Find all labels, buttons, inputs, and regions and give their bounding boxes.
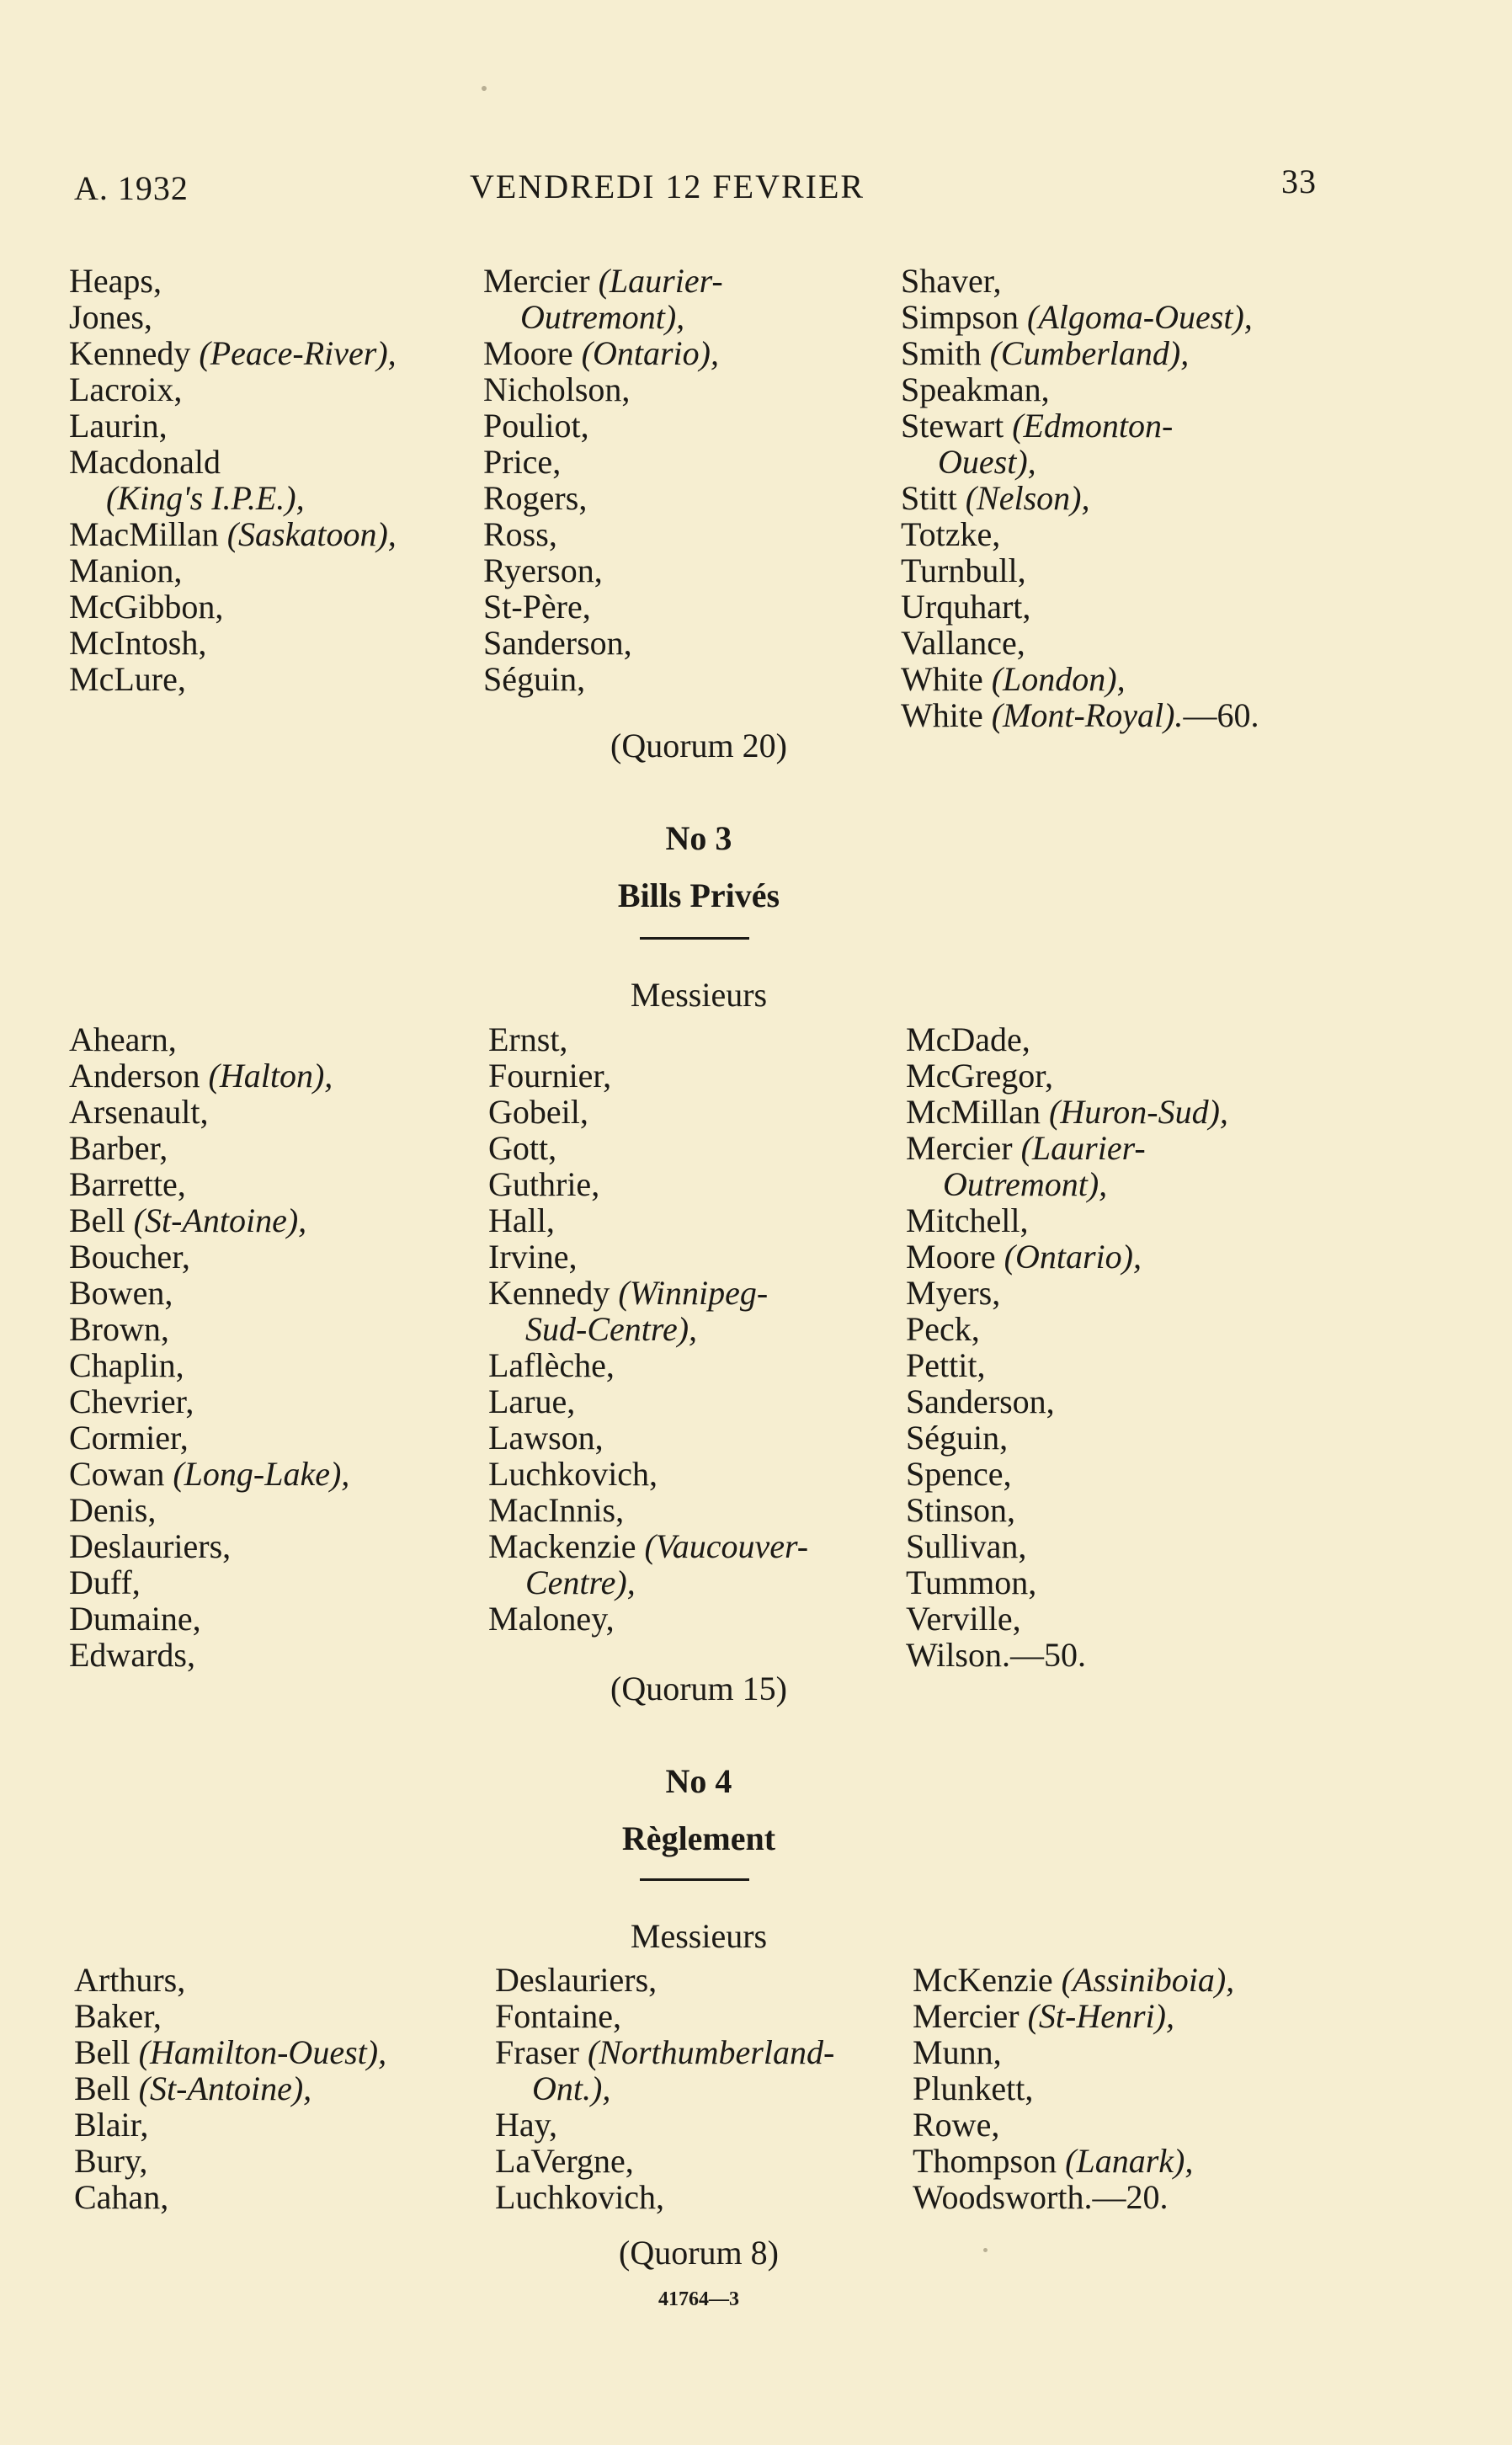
- section1-col2: [483, 263, 723, 697]
- member-name: Blair,: [74, 2106, 149, 2144]
- member-name: Kennedy: [488, 1274, 619, 1312]
- member-entry: [488, 1528, 808, 1564]
- riding-name: (Halton),: [208, 1057, 333, 1095]
- member-entry: [913, 1962, 1234, 1998]
- member-name: Woodsworth.—20.: [913, 2178, 1169, 2216]
- member-name: Chaplin,: [69, 1346, 184, 1384]
- member-name: McLure,: [69, 660, 186, 698]
- member-entry: [74, 1962, 386, 1998]
- member-entry: [74, 2070, 386, 2107]
- member-entry: [913, 2143, 1234, 2179]
- member-entry: [906, 1130, 1228, 1166]
- member-name: McIntosh,: [69, 624, 207, 662]
- member-name: Ont.),: [532, 2069, 611, 2107]
- member-name: Barrette,: [69, 1165, 186, 1203]
- riding-name: (St-Antoine),: [138, 2069, 312, 2107]
- member-entry: [488, 1492, 808, 1528]
- member-name: Baker,: [74, 1997, 162, 2035]
- member-name: Vallance,: [901, 624, 1025, 662]
- member-name: Macdonald: [69, 443, 221, 481]
- paper-speck: [482, 86, 487, 91]
- member-entry: [488, 1275, 808, 1311]
- member-name: Price,: [483, 443, 562, 481]
- riding-name: (Laurier-: [598, 262, 723, 300]
- riding-name: (Vaucouver-: [644, 1527, 809, 1565]
- member-entry: [69, 661, 397, 697]
- member-name: Rogers,: [483, 479, 588, 517]
- riding-name: (Long-Lake),: [173, 1455, 350, 1493]
- section3-rule: [640, 1878, 749, 1881]
- member-name: McKenzie: [913, 1961, 1062, 1999]
- member-entry: [901, 444, 1259, 480]
- section2-quorum: (Quorum 15): [610, 1670, 787, 1707]
- member-name: Fournier,: [488, 1057, 612, 1095]
- member-name: Spence,: [906, 1455, 1012, 1493]
- member-entry: [488, 1238, 808, 1275]
- member-entry: [901, 335, 1259, 371]
- member-name: Outremont),: [943, 1165, 1108, 1203]
- member-entry: [69, 371, 397, 408]
- member-name: Urquhart,: [901, 588, 1031, 626]
- member-name: McMillan: [906, 1093, 1049, 1131]
- member-entry: [69, 263, 397, 299]
- member-entry: [495, 2034, 834, 2070]
- section3-col3: [913, 1962, 1234, 2215]
- member-name: MacInnis,: [488, 1491, 625, 1529]
- member-name: Deslauriers,: [69, 1527, 232, 1565]
- member-name: Lacroix,: [69, 370, 183, 408]
- member-entry: [495, 2143, 834, 2179]
- member-name: Pettit,: [906, 1346, 986, 1384]
- member-name: Thompson: [913, 2142, 1066, 2180]
- member-entry: [69, 299, 397, 335]
- member-entry: [69, 552, 397, 589]
- member-name: Edwards,: [69, 1636, 195, 1674]
- member-name: Cowan: [69, 1455, 173, 1493]
- member-name: Ryerson,: [483, 551, 603, 589]
- member-name: Mercier: [906, 1129, 1021, 1167]
- member-name: Luchkovich,: [488, 1455, 658, 1493]
- member-name: Peck,: [906, 1310, 980, 1348]
- member-entry: [906, 1383, 1228, 1420]
- section2-col2: [488, 1021, 808, 1637]
- riding-name: (St-Henri),: [1027, 1997, 1174, 2035]
- member-name: Sanderson,: [483, 624, 632, 662]
- member-name: Barber,: [69, 1129, 168, 1167]
- member-name: Centre),: [525, 1563, 636, 1601]
- member-name: LaVergne,: [495, 2142, 634, 2180]
- member-name: Brown,: [69, 1310, 169, 1348]
- member-entry: [906, 1420, 1228, 1456]
- member-entry: [488, 1202, 808, 1238]
- member-name: Pouliot,: [483, 407, 589, 445]
- member-entry: [69, 625, 397, 661]
- section3-quorum: (Quorum 8): [619, 2234, 779, 2272]
- member-name: Manion,: [69, 551, 183, 589]
- member-name: Sullivan,: [906, 1527, 1027, 1565]
- member-entry: [488, 1601, 808, 1637]
- member-entry: [906, 1094, 1228, 1130]
- member-name: Irvine,: [488, 1238, 578, 1276]
- member-name: —60.: [1183, 696, 1259, 734]
- member-name: Jones,: [69, 298, 152, 336]
- member-entry: [69, 408, 397, 444]
- member-entry: [488, 1564, 808, 1601]
- member-entry: [913, 2070, 1234, 2107]
- section2-col1: [69, 1021, 349, 1673]
- riding-name: (Nelson),: [965, 479, 1090, 517]
- member-name: Gobeil,: [488, 1093, 588, 1131]
- riding-name: (Hamilton-Ouest),: [138, 2033, 387, 2071]
- member-entry: [69, 335, 397, 371]
- member-entry: [69, 1130, 349, 1166]
- member-entry: [901, 263, 1259, 299]
- member-name: Deslauriers,: [495, 1961, 658, 1999]
- member-name: MacMillan: [69, 515, 227, 553]
- member-name: McGregor,: [906, 1057, 1053, 1095]
- riding-name: (Mont-Royal).: [991, 696, 1184, 734]
- member-name: Hall,: [488, 1201, 555, 1239]
- member-entry: [483, 589, 723, 625]
- member-entry: [488, 1166, 808, 1202]
- member-name: Simpson: [901, 298, 1028, 336]
- member-entry: [906, 1238, 1228, 1275]
- riding-name: (Edmonton-: [1012, 407, 1174, 445]
- member-name: Bowen,: [69, 1274, 173, 1312]
- member-name: Wilson.—50.: [906, 1636, 1086, 1674]
- member-name: Bell: [74, 2033, 139, 2071]
- member-name: Duff,: [69, 1563, 141, 1601]
- member-name: Mercier: [913, 1997, 1028, 2035]
- member-entry: [483, 661, 723, 697]
- member-name: Heaps,: [69, 262, 162, 300]
- member-entry: [69, 1057, 349, 1094]
- member-entry: [483, 263, 723, 299]
- member-entry: [69, 1456, 349, 1492]
- member-name: Kennedy: [69, 334, 200, 372]
- riding-name: (London),: [991, 660, 1126, 698]
- member-entry: [69, 1637, 349, 1673]
- member-name: Arsenault,: [69, 1093, 209, 1131]
- member-entry: [901, 408, 1259, 444]
- member-name: Stitt: [901, 479, 966, 517]
- member-entry: [488, 1094, 808, 1130]
- member-name: Rowe,: [913, 2106, 1000, 2144]
- riding-name: (Huron-Sud),: [1048, 1093, 1228, 1131]
- section1-col3: [901, 263, 1259, 733]
- member-entry: [69, 1311, 349, 1347]
- member-name: Séguin,: [906, 1419, 1009, 1457]
- member-name: Moore: [483, 334, 582, 372]
- member-name: Guthrie,: [488, 1165, 600, 1203]
- member-name: Laflèche,: [488, 1346, 615, 1384]
- member-name: Chevrier,: [69, 1382, 194, 1420]
- member-entry: [483, 371, 723, 408]
- member-entry: [913, 2034, 1234, 2070]
- member-entry: [483, 480, 723, 516]
- member-name: Myers,: [906, 1274, 1001, 1312]
- member-name: Verville,: [906, 1600, 1021, 1638]
- member-entry: [488, 1311, 808, 1347]
- member-name: Ross,: [483, 515, 557, 553]
- member-entry: [906, 1202, 1228, 1238]
- riding-name: (Cumberland),: [989, 334, 1190, 372]
- section1-quorum: (Quorum 20): [610, 727, 787, 764]
- member-name: Moore: [906, 1238, 1004, 1276]
- member-entry: [69, 1238, 349, 1275]
- riding-name: (Ontario),: [1004, 1238, 1142, 1276]
- member-entry: [74, 1998, 386, 2034]
- member-entry: [495, 1962, 834, 1998]
- member-entry: [69, 1275, 349, 1311]
- member-entry: [901, 625, 1259, 661]
- member-name: Laurin,: [69, 407, 168, 445]
- section3-col1: [74, 1962, 386, 2215]
- member-name: Luchkovich,: [495, 2178, 665, 2216]
- member-entry: [906, 1492, 1228, 1528]
- member-entry: [483, 625, 723, 661]
- member-name: McDade,: [906, 1020, 1030, 1058]
- member-name: Denis,: [69, 1491, 157, 1529]
- member-entry: [488, 1456, 808, 1492]
- member-name: Fraser: [495, 2033, 588, 2071]
- section2-number: No 3: [665, 819, 732, 857]
- member-entry: [69, 1347, 349, 1383]
- member-name: Séguin,: [483, 660, 586, 698]
- member-entry: [906, 1021, 1228, 1057]
- member-entry: [69, 1492, 349, 1528]
- member-entry: [483, 335, 723, 371]
- member-entry: [69, 1601, 349, 1637]
- section2-col3: [906, 1021, 1228, 1673]
- member-name: Ahearn,: [69, 1020, 177, 1058]
- member-entry: [69, 1202, 349, 1238]
- member-name: Turnbull,: [901, 551, 1026, 589]
- member-name: (King's I.P.E.),: [106, 479, 305, 517]
- member-entry: [69, 1383, 349, 1420]
- member-name: Arthurs,: [74, 1961, 186, 1999]
- member-entry: [906, 1528, 1228, 1564]
- riding-name: (Algoma-Ouest),: [1027, 298, 1253, 336]
- member-name: Bury,: [74, 2142, 148, 2180]
- member-name: Sud-Centre),: [525, 1310, 698, 1348]
- member-entry: [906, 1057, 1228, 1094]
- member-entry: [483, 299, 723, 335]
- section3-number: No 4: [665, 1762, 732, 1800]
- footer-code: 41764—3: [658, 2288, 739, 2310]
- member-entry: [488, 1130, 808, 1166]
- member-entry: [69, 589, 397, 625]
- member-name: Smith: [901, 334, 990, 372]
- member-entry: [69, 1564, 349, 1601]
- member-entry: [69, 1094, 349, 1130]
- member-name: Tummon,: [906, 1563, 1037, 1601]
- member-entry: [901, 589, 1259, 625]
- member-entry: [901, 371, 1259, 408]
- member-entry: [913, 1998, 1234, 2034]
- member-name: Sanderson,: [906, 1382, 1055, 1420]
- header-year: A. 1932: [74, 169, 189, 207]
- riding-name: (Peace-River),: [199, 334, 397, 372]
- member-name: Gott,: [488, 1129, 557, 1167]
- member-entry: [74, 2034, 386, 2070]
- member-name: Plunkett,: [913, 2069, 1034, 2107]
- member-entry: [69, 1528, 349, 1564]
- member-name: Ouest),: [938, 443, 1036, 481]
- header-title: VENDREDI 12 FEVRIER: [470, 168, 865, 205]
- member-name: Larue,: [488, 1382, 576, 1420]
- member-entry: [74, 2107, 386, 2143]
- member-entry: [906, 1564, 1228, 1601]
- riding-name: (Winnipeg-: [618, 1274, 769, 1312]
- member-name: Munn,: [913, 2033, 1002, 2071]
- member-entry: [495, 2107, 834, 2143]
- member-entry: [74, 2179, 386, 2215]
- member-name: Speakman,: [901, 370, 1050, 408]
- member-entry: [74, 2143, 386, 2179]
- member-entry: [483, 516, 723, 552]
- member-entry: [488, 1383, 808, 1420]
- member-entry: [488, 1347, 808, 1383]
- member-name: McGibbon,: [69, 588, 224, 626]
- member-entry: [69, 1021, 349, 1057]
- member-entry: [906, 1637, 1228, 1673]
- section2-messieurs: Messieurs: [630, 976, 768, 1014]
- member-entry: [906, 1347, 1228, 1383]
- member-name: Hay,: [495, 2106, 558, 2144]
- member-entry: [901, 516, 1259, 552]
- member-entry: [906, 1456, 1228, 1492]
- member-entry: [906, 1275, 1228, 1311]
- riding-name: (Ontario),: [581, 334, 719, 372]
- member-name: Fontaine,: [495, 1997, 621, 2035]
- riding-name: (Assiniboia),: [1061, 1961, 1235, 1999]
- member-name: Cormier,: [69, 1419, 189, 1457]
- member-entry: [69, 516, 397, 552]
- member-name: Dumaine,: [69, 1600, 201, 1638]
- section1-col1: [69, 263, 397, 697]
- member-entry: [901, 480, 1259, 516]
- member-entry: [913, 2107, 1234, 2143]
- riding-name: (Saskatoon),: [226, 515, 397, 553]
- member-entry: [901, 552, 1259, 589]
- member-entry: [69, 1166, 349, 1202]
- member-entry: [901, 661, 1259, 697]
- member-entry: [488, 1057, 808, 1094]
- member-name: Mercier: [483, 262, 599, 300]
- member-entry: [483, 408, 723, 444]
- member-entry: [69, 1420, 349, 1456]
- member-name: Mackenzie: [488, 1527, 645, 1565]
- riding-name: (Northumberland-: [587, 2033, 835, 2071]
- member-name: Mitchell,: [906, 1201, 1029, 1239]
- member-entry: [488, 1021, 808, 1057]
- section3-title: Règlement: [621, 1819, 776, 1857]
- member-entry: [906, 1166, 1228, 1202]
- member-name: Outremont),: [520, 298, 685, 336]
- member-name: Bell: [69, 1201, 134, 1239]
- page-header: [74, 160, 1317, 210]
- page-number: 33: [1281, 162, 1317, 200]
- member-name: Stinson,: [906, 1491, 1016, 1529]
- member-entry: [483, 552, 723, 589]
- section2-rule: [640, 937, 749, 940]
- member-entry: [483, 444, 723, 480]
- member-entry: [69, 480, 397, 516]
- member-entry: [495, 2179, 834, 2215]
- section2-title: Bills Privés: [617, 876, 780, 914]
- member-name: Lawson,: [488, 1419, 604, 1457]
- paper-speck: [983, 2248, 988, 2252]
- member-name: White: [901, 660, 992, 698]
- member-entry: [906, 1311, 1228, 1347]
- member-name: Ernst,: [488, 1020, 568, 1058]
- member-entry: [906, 1601, 1228, 1637]
- section3-col2: [495, 1962, 834, 2215]
- riding-name: (Lanark),: [1065, 2142, 1194, 2180]
- member-entry: [495, 1998, 834, 2034]
- riding-name: (Laurier-: [1020, 1129, 1146, 1167]
- member-name: Maloney,: [488, 1600, 615, 1638]
- riding-name: (St-Antoine),: [133, 1201, 307, 1239]
- section3-messieurs: Messieurs: [630, 1917, 768, 1955]
- member-name: Boucher,: [69, 1238, 190, 1276]
- member-entry: [913, 2179, 1234, 2215]
- member-entry: [69, 444, 397, 480]
- member-name: Bell: [74, 2069, 139, 2107]
- member-name: Nicholson,: [483, 370, 631, 408]
- member-entry: [488, 1420, 808, 1456]
- member-entry: [495, 2070, 834, 2107]
- member-name: St-Père,: [483, 588, 591, 626]
- member-entry: [901, 299, 1259, 335]
- member-name: Shaver,: [901, 262, 1002, 300]
- member-name: Stewart: [901, 407, 1013, 445]
- member-name: Anderson: [69, 1057, 209, 1095]
- member-name: Totzke,: [901, 515, 1001, 553]
- member-name: White: [901, 696, 992, 734]
- member-name: Cahan,: [74, 2178, 169, 2216]
